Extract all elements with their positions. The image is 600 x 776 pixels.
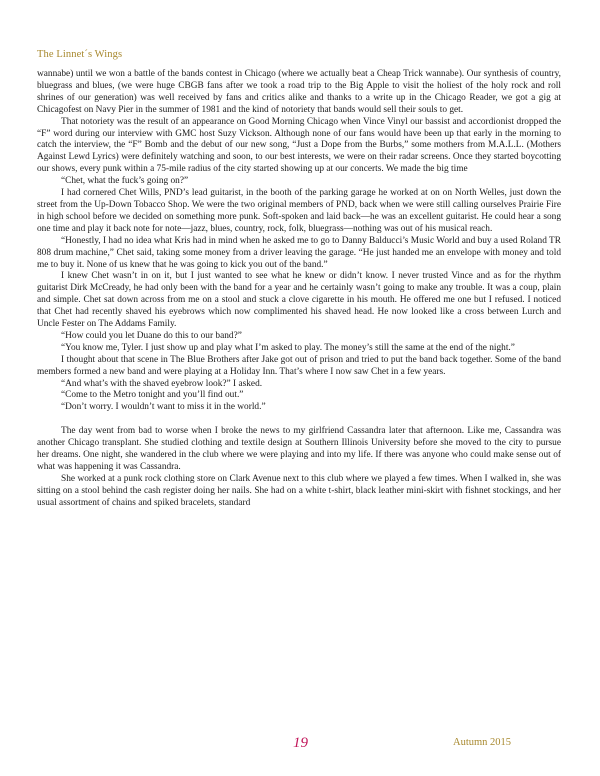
story-text (37, 69, 561, 510)
dialogue-line: “Chet, what the fuck’s going on?” (61, 176, 189, 187)
paragraph: I knew Chet wasn’t in on it, but I just wanted to see what he knew or didn’t know. I never trusted Vince and as for the rhythm guitarist Dirk McCready, he had only been with the band for a year and he certainly wasn’t going to make any trouble. It was a coup, plain and simple. Chet sat down across from me on a stool and stuck a clove cigarette in his mouth. He offered me one but I refused. I noticed that Chet had recently shaved his eyebrows which now complimented his shaved head. He now looked like a cross between Lurch and Uncle Fester on The Addams Family. (37, 271, 561, 330)
dialogue-line: “Come to the Metro tonight and you’ll find out.” (61, 390, 244, 401)
paragraph: “Honestly, I had no idea what Kris had in mind when he asked me to go to Danny Balducci’s Music World and buy a used Roland TR 808 drum machine,” Chet said, taking some money from a driver leaving the garage. “He just handed me an envelope with money and told me to buy it. None of us knew that he was going to kick you out of the band.” (37, 235, 561, 270)
issue-label: Autumn 2015 (453, 737, 512, 748)
page-number: 19 (293, 735, 308, 751)
dialogue-line: “And what’s with the shaved eyebrow look?” I asked. (61, 378, 263, 389)
dialogue-line: “How could you let Duane do this to our band?” (61, 330, 242, 341)
paragraph: The day went from bad to worse when I broke the news to my girlfriend Cassandra later that afternoon. Like me, Cassandra was another Chicago transplant. She studied clothing and textile design at Southern Illinois University before she moved to the city to pursue her dreams. One night, she wandered in the club where we were playing and into my life. If there was anyone who could make sense out of what was happening it was Cassandra. (37, 426, 561, 472)
paragraph: wannabe) until we won a battle of the bands contest in Chicago (where we actually beat a Cheap Trick wannabe). Our synthesis of country, bluegrass and blues, (we were huge CBGB fans after we took a road trip to the Big Apple to visit the holiest of the holy rock and roll shrines of our generation) was well received by fans and critics alike and thanks to a write up in the Chicago Reader, we got a gig at Chicagofest on Navy Pier in the summer of 1981 and the kind of notoriety that bands would sell their souls to get. (37, 69, 561, 115)
paragraph: “You know me, Tyler. I just show up and play what I’m asked to play. The money’s still the same at the end of the night.” (61, 342, 515, 353)
paragraph: I had cornered Chet Wills, PND’s lead guitarist, in the booth of the parking garage he worked at on on North Welles, just down the street from the Up-Down Tobacco Shop. We were the two original members of PND, back when we were still calling ourselves Prairie Fire in high school before we decided on something more punk. Soft-spoken and laid back—he was an excellent guitarist. He could hear a song one time and play it back note for note—jazz, blues, country, rock, folk, bluegrass—nothing was out of his musical reach. (37, 188, 561, 234)
paragraph: She worked at a punk rock clothing store on Clark Avenue next to this club where we played a few times. When I walked in, she was sitting on a stool behind the cash register doing her nails. She had on a white t-shirt, black leather mini-skirt with fishnet stockings, and her usual assortment of chains and spiked bracelets, standard (37, 473, 561, 508)
magazine-title: The Linnet´s Wings (37, 49, 123, 60)
paragraph: I thought about that scene in The Blue Brothers after Jake got out of prison and tried to put the band back together. Some of the band members formed a new band and were playing at a Holiday Inn. That’s where I now saw Chet in a few years. (37, 354, 561, 377)
dialogue-line: “Don’t worry. I wouldn’t want to miss it in the world.” (61, 402, 266, 413)
paragraph: That notoriety was the result of an appearance on Good Morning Chicago when Vince Vinyl our bassist and accordionist dropped the “F” word during our interview with GMC host Suzy Vickson. Although none of our fans would have been up that early in the morning to catch the interview, the “F” Bomb and the debut of our new song, “Just a Dope from the Burbs,” some mothers from M.A.L.L. (Mothers Against Lewd Lyrics) were definitely watching and soon, to our best interests, we were on their radar screens. Once they started boycotting our shows, every punk within a 75-mile radius of the city started showing up at our concerts. We made the big time (37, 116, 561, 175)
